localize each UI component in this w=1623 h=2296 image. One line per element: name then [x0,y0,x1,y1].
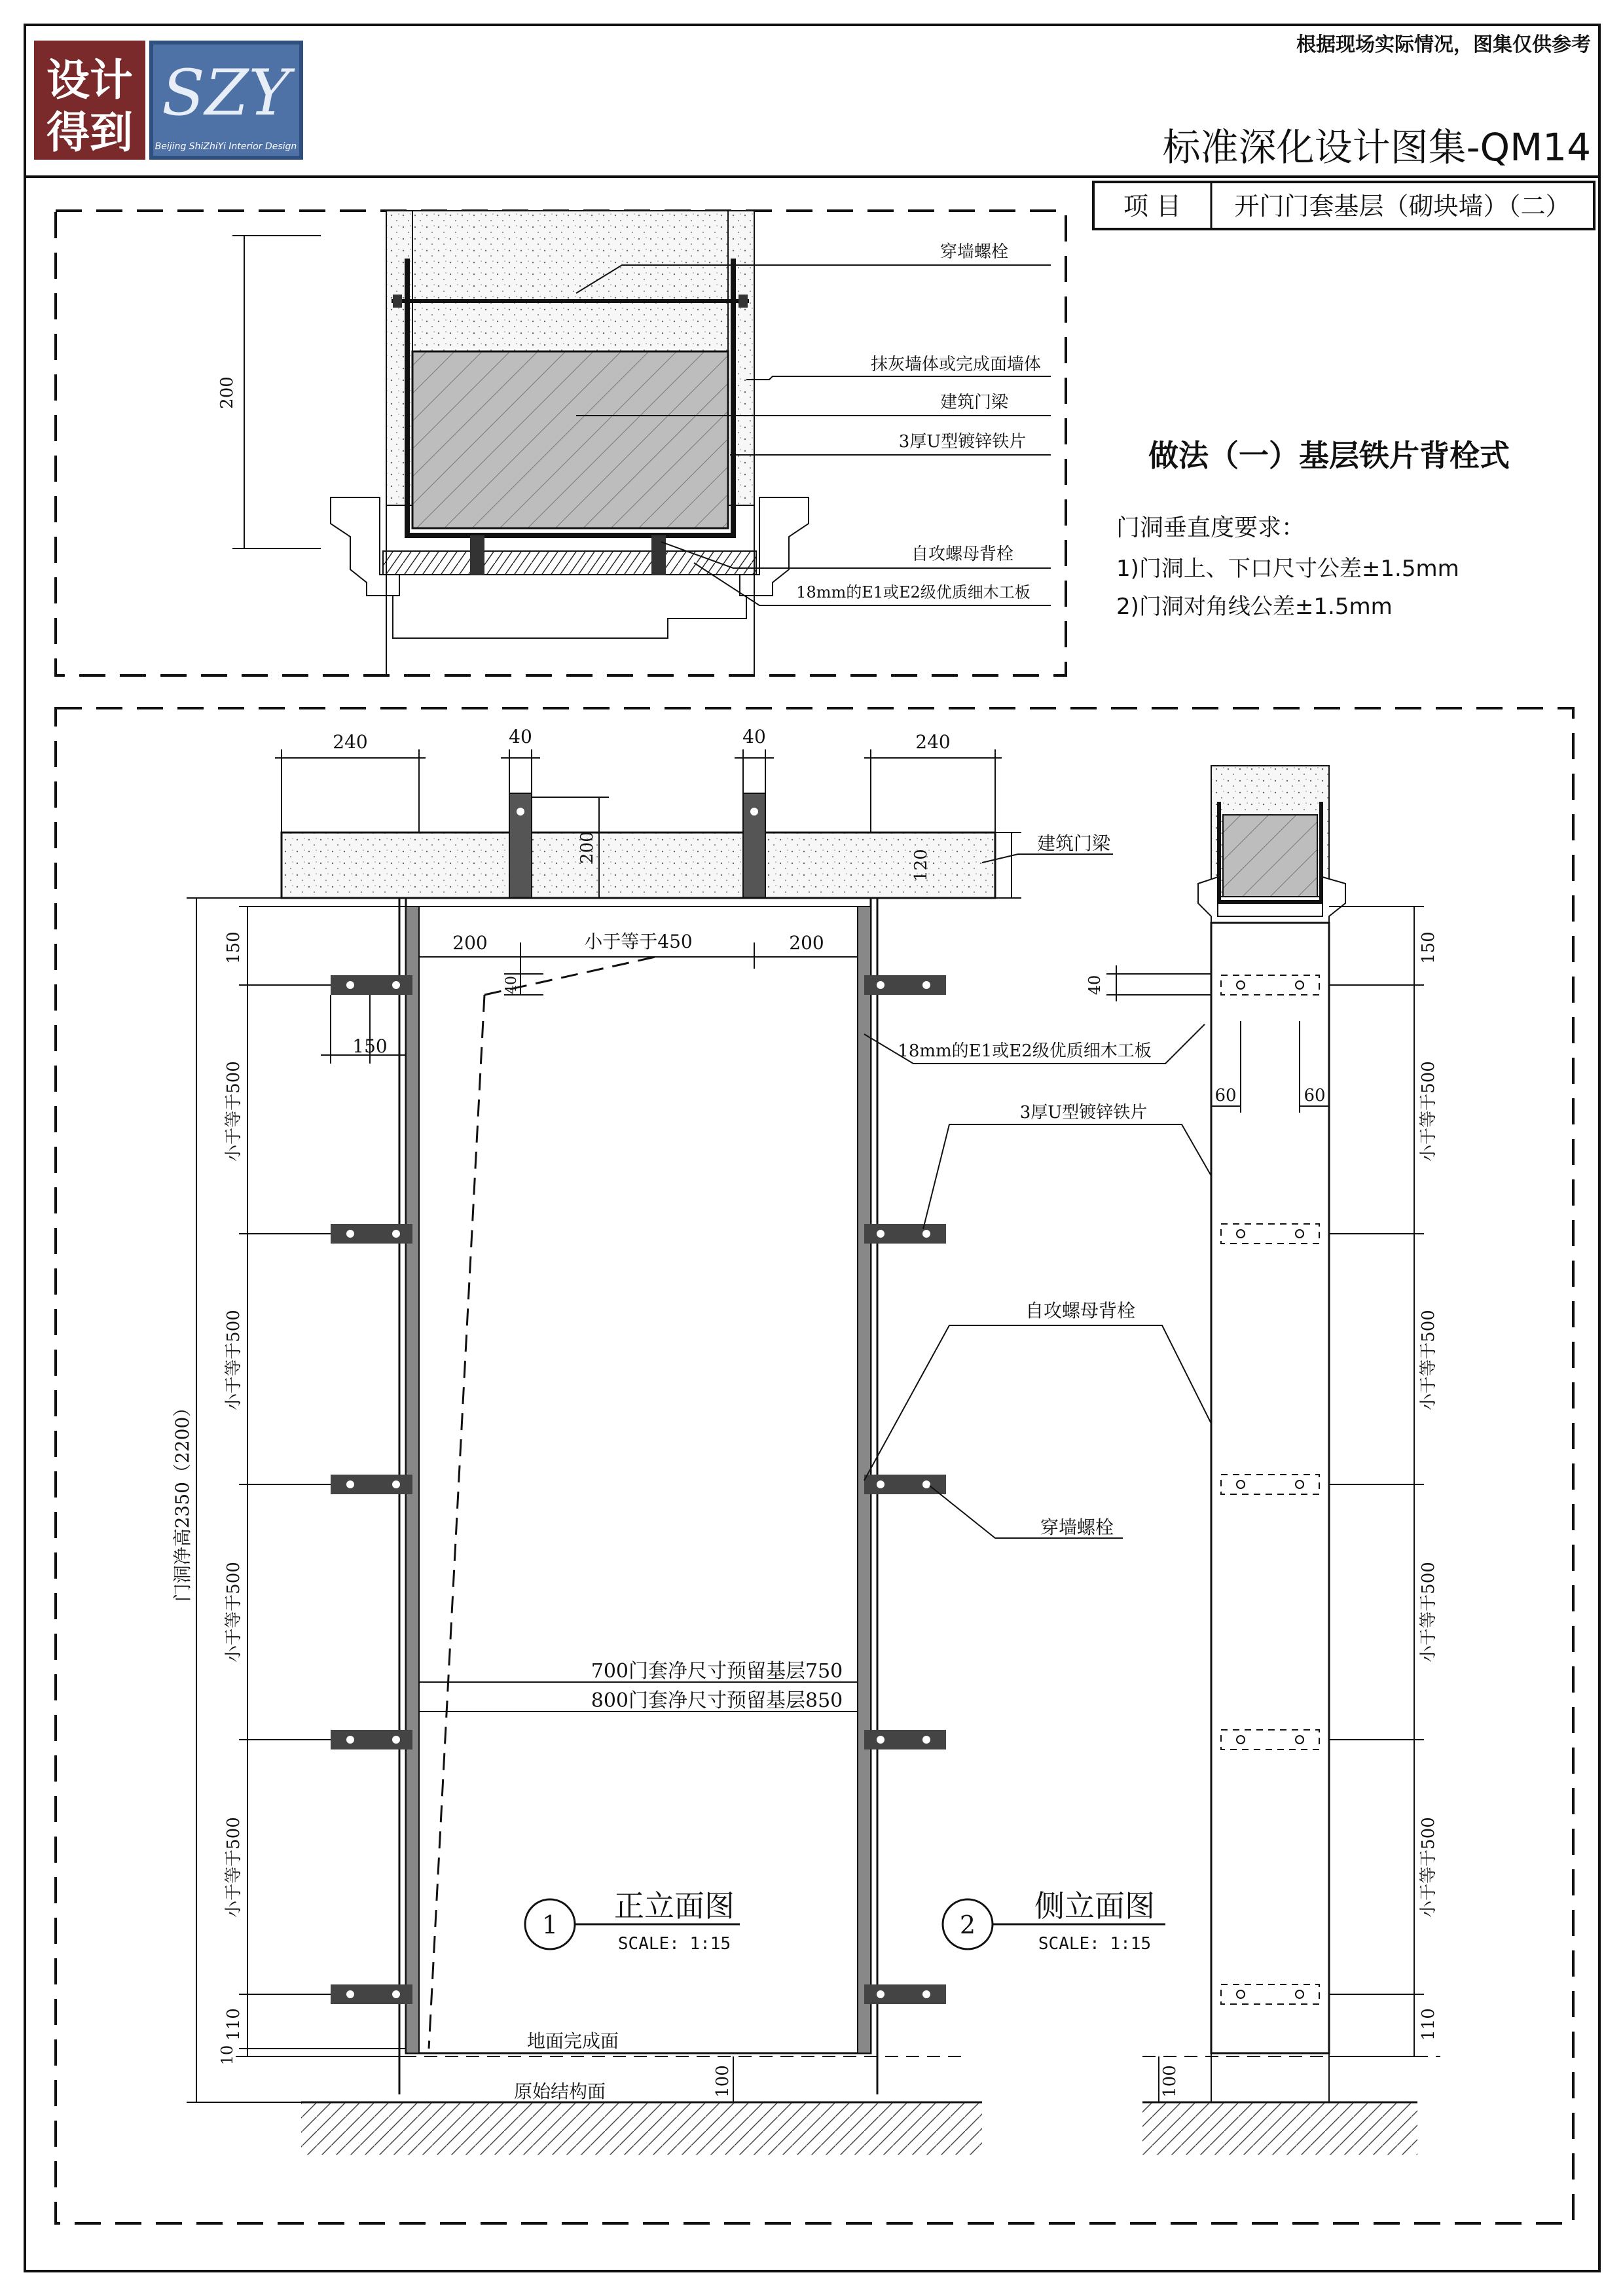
front-label-anchor: 自攻螺母背栓 [1025,1300,1136,1321]
front-seg-2: 小于等于500 [224,1310,244,1410]
side-tag-title: 侧立面图 [1034,1888,1155,1924]
bolt-nut-left [393,295,402,308]
front-label-finish-floor: 地面完成面 [526,2030,619,2052]
front-dim-200-right: 200 [789,932,824,954]
front-dim-120: 120 [911,849,931,882]
right-architrave [740,497,809,596]
front-lintel [282,833,995,898]
side-dim-100: 100 [1160,2065,1180,2098]
label-u-plate: 3厚U型镀锌铁片 [898,432,1027,452]
label-board: 18mm的E1或E2级优质细木工板 [796,583,1030,601]
logo-tagline: Beijing ShiZhiYi Interior Design [155,141,297,152]
front-seg-1: 小于等于500 [224,1061,244,1162]
front-dim-100: 100 [713,2065,733,2098]
logo-text-2: 得到 [46,107,133,158]
front-dim-40-small: 40 [503,976,520,994]
front-tag-scale: SCALE: 1:15 [617,1934,731,1954]
front-dim-240-right: 240 [915,731,951,753]
front-label-lintel: 建筑门梁 [1036,833,1111,854]
logo-mark: SZY [162,56,290,130]
diagonal-check-line [429,995,484,2049]
side-tag-scale: SCALE: 1:15 [1038,1934,1152,1954]
front-tag-title: 正立面图 [614,1888,735,1924]
masonry-block [412,211,728,351]
plywood-board [383,551,756,575]
drawing-title: 标准深化设计图集-QM14 [1162,125,1591,170]
front-seg-4: 小于等于500 [224,1817,244,1918]
front-dim-110: 110 [224,2008,244,2041]
front-dim-450: 小于等于450 [584,931,693,952]
side-dim-40: 40 [1085,975,1104,996]
side-dim-60-right: 60 [1304,1086,1326,1105]
front-seg-3: 小于等于500 [224,1562,244,1662]
front-tag-number: 1 [541,1910,558,1939]
req-1: 1)门洞上、下口尺寸公差±1.5mm [1116,556,1459,582]
front-clear-height: 门洞净高2350（2200） [172,1398,193,1602]
anchor-left [470,535,484,575]
label-lintel: 建筑门梁 [939,393,1009,412]
front-dim-240-left: 240 [333,731,368,753]
side-lintel-section [1223,815,1317,897]
front-dim-200-top: 200 [577,831,597,864]
label-plaster: 抹灰墙体或完成面墙体 [870,355,1042,374]
side-dim-150: 150 [1419,931,1438,964]
side-seg-3: 小于等于500 [1419,1562,1438,1662]
front-dim-150-h: 150 [352,1035,388,1057]
side-seg-4: 小于等于500 [1419,1817,1438,1918]
door-frame-profile [393,596,746,638]
project-value: 开门门套基层（砌块墙）（二） [1234,192,1571,221]
dim-200: 200 [217,376,237,409]
front-dim-10: 10 [218,2045,236,2066]
left-architrave [331,497,399,596]
front-dim-40-right: 40 [742,726,766,747]
front-dim-40-left: 40 [509,726,532,747]
side-dim-110: 110 [1419,2008,1438,2041]
building-lintel [412,351,728,528]
side-tag-number: 2 [959,1910,976,1939]
label-anchor: 自攻螺母背栓 [911,545,1014,564]
front-width-800: 800门套净尺寸预留基层850 [591,1689,843,1712]
logo [34,41,303,160]
front-label-struct-floor: 原始结构面 [513,2081,606,2102]
front-label-board: 18mm的E1或E2级优质细木工板 [898,1041,1152,1061]
side-elevation [943,766,1440,2155]
sheet-border [25,25,1599,2271]
front-dim-150-v: 150 [224,931,244,964]
side-seg-1: 小于等于500 [1419,1061,1438,1162]
side-dim-60-left: 60 [1214,1086,1237,1105]
label-bolt: 穿墙螺栓 [939,242,1009,262]
method-title: 做法（一）基层铁片背栓式 [1148,438,1510,473]
logo-text-1: 设计 [46,55,133,105]
req-2: 2)门洞对角线公差±1.5mm [1116,594,1393,620]
front-label-u-plate: 3厚U型镀锌铁片 [1019,1103,1148,1122]
project-box [1093,182,1594,229]
front-dim-200-left: 200 [452,932,488,954]
section-detail [217,211,1051,674]
project-label: 项 目 [1123,192,1182,221]
front-label-bolt: 穿墙螺栓 [1040,1516,1114,1538]
req-title: 门洞垂直度要求： [1116,514,1305,541]
bolt-nut-right [739,295,748,308]
ground-hatch [301,2102,982,2155]
reference-note: 根据现场实际情况，图集仅供参考 [1296,33,1591,56]
side-seg-2: 小于等于500 [1419,1310,1438,1410]
anchor-right [651,535,666,575]
door-opening [406,898,871,2053]
front-width-700: 700门套净尺寸预留基层750 [591,1660,843,1683]
